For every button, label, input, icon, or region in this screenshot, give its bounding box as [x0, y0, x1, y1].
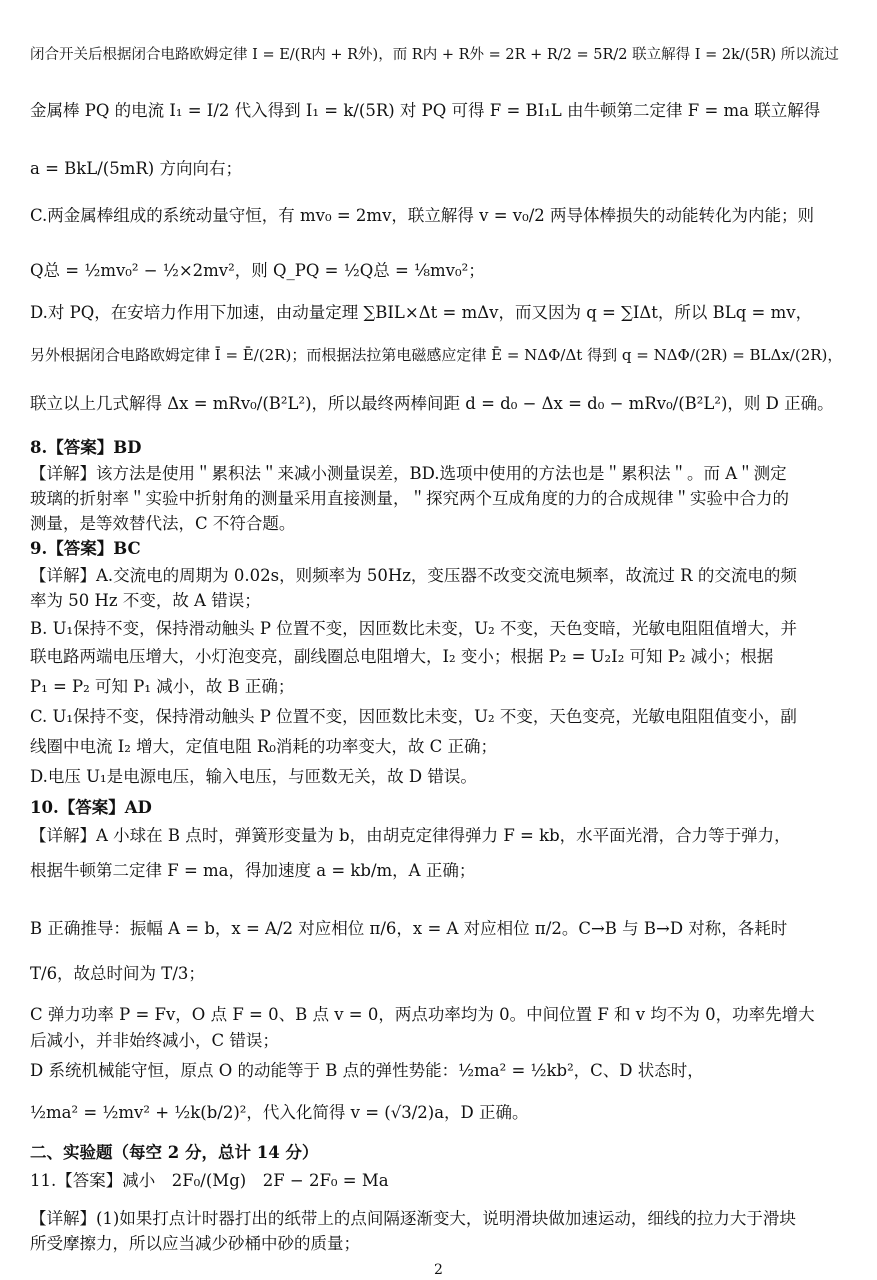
answer-heading: 10.【答案】AD	[30, 798, 152, 817]
text-line: 联立以上几式解得 Δx = mRv₀/(B²L²)，所以最终两棒间距 d = d₀ − Δx = d₀ − mRv₀/(B²L²)，则 D 正确。	[30, 394, 834, 413]
text-line: 金属棒 PQ 的电流 I₁ = I/2 代入得到 I₁ = k/(5R) 对 PQ 可得 F = BI₁L 由牛顿第二定律 F = ma 联立解得	[30, 101, 821, 120]
text-line: B 正确推导：振幅 A = b，x = A/2 对应相位 π/6，x = A 对应相位 π/2。C→B 与 B→D 对称，各耗时	[30, 919, 788, 938]
text-line: D.对 PQ，在安培力作用下加速，由动量定理 ∑BIL×Δt = mΔv，而又因为 q = ∑IΔt，所以 BLq = mv，	[30, 303, 813, 322]
answer-heading: 8.【答案】BD	[30, 438, 142, 457]
text-line: 联电路两端电压增大，小灯泡变亮，副线圈总电阻增大，I₂ 变小；根据 P₂ = U₂I₂ 可知 P₂ 减小；根据	[30, 647, 774, 666]
text-line: C 弹力功率 P = Fv，O 点 F = 0、B 点 v = 0，两点功率均为 0。中间位置 F 和 v 均不为 0，功率先增大	[30, 1005, 815, 1024]
text-line: 线圈中电流 I₂ 增大，定值电阻 R₀消耗的功率变大，故 C 正确；	[30, 737, 498, 756]
text-line: 测量，是等效替代法，C 不符合题。	[30, 514, 296, 533]
text-line: 率为 50 Hz 不变，故 A 错误；	[30, 591, 261, 610]
text-line: B. U₁保持不变，保持滑动触头 P 位置不变，因匝数比未变，U₂ 不变，天色变暗，光敏电阻阻值增大，并	[30, 619, 797, 638]
text-line: P₁ = P₂ 可知 P₁ 减小，故 B 正确；	[30, 677, 295, 696]
text-line: 根据牛顿第二定律 F = ma，得加速度 a = kb/m，A 正确；	[30, 861, 476, 880]
text-line: 【详解】A.交流电的周期为 0.02s，则频率为 50Hz，变压器不改变交流电频率，故流过 R 的交流电的频	[30, 566, 797, 585]
text-line: 另外根据闭合电路欧姆定律 Ī = Ē/(2R)；而根据法拉第电磁感应定律 Ē = NΔΦ/Δt 得到 q = NΔΦ/(2R) = BLΔx/(2R)，	[30, 346, 843, 364]
text-line: 后减小，并非始终减小，C 错误；	[30, 1031, 279, 1050]
text-line: T/6，故总时间为 T/3；	[30, 964, 205, 983]
text-line: 【详解】该方法是使用＂累积法＂来减小测量误差，BD.选项中使用的方法也是＂累积法＂。而 A＂测定	[30, 464, 787, 483]
text-line: 玻璃的折射率＂实验中折射角的测量采用直接测量，＂探究两个互成角度的力的合成规律＂实验中合力的	[30, 489, 789, 508]
text-line: C.两金属棒组成的系统动量守恒，有 mv₀ = 2mv，联立解得 v = v₀/2 两导体棒损失的动能转化为内能；则	[30, 206, 815, 225]
page-number: 2	[434, 1262, 443, 1278]
text-line: 【详解】(1)如果打点计时器打出的纸带上的点间隔逐渐变大，说明滑块做加速运动，细线的拉力大于滑块	[30, 1209, 796, 1228]
answer-heading: 9.【答案】BC	[30, 539, 141, 558]
text-line: 闭合开关后根据闭合电路欧姆定律 I = E/(R内 + R外)，而 R内 + R外 = 2R + R/2 = 5R/2 联立解得 I = 2k/(5R) 所以流过	[30, 47, 839, 63]
text-line: C. U₁保持不变，保持滑动触头 P 位置不变，因匝数比未变，U₂ 不变，天色变亮，光敏电阻阻值变小，副	[30, 707, 797, 726]
text-line: 所受摩擦力，所以应当减少砂桶中砂的质量；	[30, 1234, 360, 1253]
text-line: D.电压 U₁是电源电压，输入电压，与匝数无关，故 D 错误。	[30, 767, 477, 786]
text-line: ½ma² = ½mv² + ½k(b/2)²，代入化简得 v = (√3/2)a，D 正确。	[30, 1103, 529, 1122]
text-line: a = BkL/(5mR) 方向向右；	[30, 159, 242, 178]
section-heading: 二、实验题（每空 2 分，总计 14 分）	[30, 1143, 319, 1162]
text-line: D 系统机械能守恒，原点 O 的动能等于 B 点的弹性势能：½ma² = ½kb²，C、D 状态时，	[30, 1061, 704, 1080]
text-line: Q总 = ½mv₀² − ½×2mv²，则 Q_PQ = ½Q总 = ⅛mv₀²；	[30, 261, 485, 280]
answer-heading: 11.【答案】减小 2F₀/(Mg) 2F − 2F₀ = Ma	[30, 1171, 389, 1190]
text-line: 【详解】A 小球在 B 点时，弹簧形变量为 b，由胡克定律得弹力 F = kb，水平面光滑，合力等于弹力，	[30, 826, 791, 845]
